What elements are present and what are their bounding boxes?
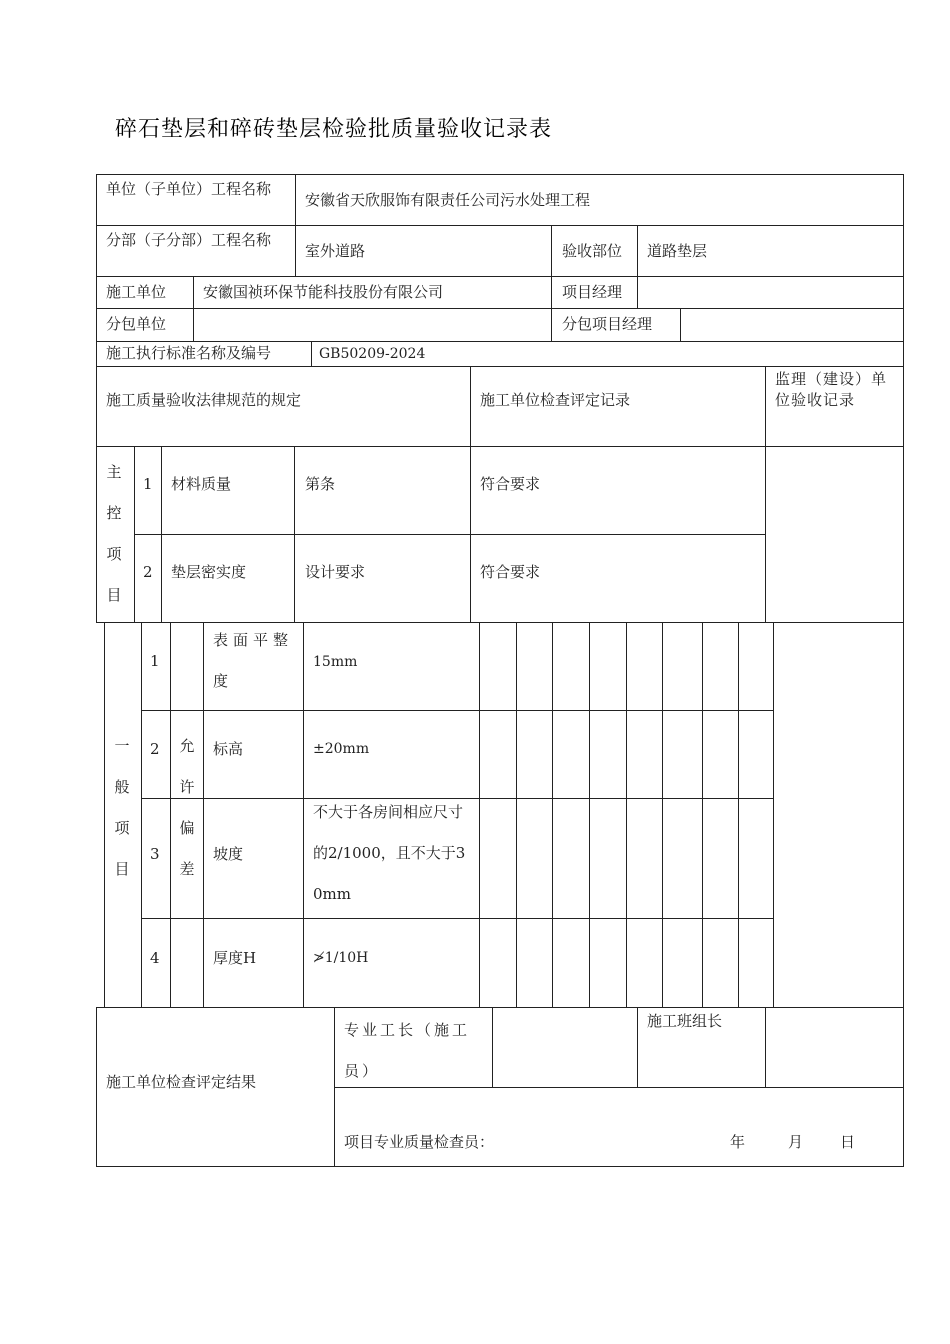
table-border	[765, 366, 766, 622]
table-border	[104, 622, 105, 1007]
table-border	[141, 710, 774, 711]
table-border	[170, 622, 171, 1007]
team-leader-label: 施工班组长	[647, 1012, 723, 1030]
table-border	[903, 1007, 904, 1166]
sub-project-value: 室外道路	[305, 242, 366, 260]
general-item-name: 表面平整度	[213, 631, 294, 690]
main-item-no: 2	[143, 563, 153, 581]
inspector-label: 项目专业质量检查员：	[344, 1133, 495, 1151]
table-border	[141, 918, 774, 919]
date-day-label: 日	[840, 1133, 856, 1151]
general-item-spec: ≯1/10H	[313, 950, 369, 966]
table-border	[702, 622, 703, 1007]
main-item-no: 1	[143, 475, 153, 493]
general-item-name: 厚度H	[213, 949, 257, 967]
sub-project-label: 分部（子分部）工程名称	[106, 231, 272, 249]
supervision-column-header: 监理（建设）单位验收记录	[775, 370, 888, 409]
date-year-label: 年	[730, 1133, 746, 1151]
table-border	[96, 341, 904, 342]
foreman-label: 专业工长（施工员）	[344, 1021, 471, 1080]
main-item-result: 符合要求	[480, 475, 541, 493]
table-border	[96, 174, 904, 175]
table-border	[96, 174, 97, 622]
general-item-name: 标高	[213, 740, 244, 758]
table-border	[680, 308, 681, 341]
table-border	[96, 366, 904, 367]
table-border	[311, 341, 312, 366]
table-border	[295, 174, 296, 276]
table-border	[141, 622, 142, 1007]
table-border	[294, 446, 295, 622]
table-border	[552, 622, 553, 1007]
table-border	[903, 174, 904, 622]
general-item-spec: ±20mm	[313, 741, 370, 757]
date-month-label: 月	[788, 1133, 804, 1151]
table-border	[516, 622, 517, 1007]
main-item-spec: 第条	[305, 475, 336, 493]
general-item-spec: 15mm	[313, 654, 358, 670]
general-item-no: 4	[150, 949, 160, 967]
deviation-label: 允许偏差	[179, 737, 195, 878]
general-item-no: 2	[150, 740, 160, 758]
general-item-spec: 不大于各房间相应尺寸的2/1000，且不大于30mm	[313, 803, 466, 903]
main-item-name: 垫层密实度	[171, 563, 247, 581]
table-border	[551, 225, 552, 341]
unit-project-label: 单位（子单位）工程名称	[106, 180, 272, 198]
unit-project-value: 安徽省天欣服饰有限责任公司污水处理工程	[305, 191, 591, 209]
check-record-column-header: 施工单位检查评定记录	[480, 391, 631, 409]
general-item-no: 1	[150, 652, 160, 670]
table-border	[637, 1007, 638, 1087]
table-border	[662, 622, 663, 1007]
table-border	[96, 1007, 904, 1008]
general-items-group-label: 一般项目	[114, 737, 130, 878]
table-border	[492, 1007, 493, 1087]
table-border	[479, 622, 480, 1007]
acceptance-part-value: 道路垫层	[647, 242, 708, 260]
table-border	[738, 622, 739, 1007]
main-item-result: 符合要求	[480, 563, 541, 581]
table-border	[203, 622, 204, 1007]
main-item-spec: 设计要求	[305, 563, 366, 581]
page-title: 碎石垫层和碎砖垫层检验批质量验收记录表	[115, 117, 553, 142]
table-border	[96, 276, 904, 277]
table-border	[134, 534, 766, 535]
general-item-name: 坡度	[213, 845, 244, 863]
standard-value: GB50209-2024	[319, 346, 426, 362]
acceptance-part-label: 验收部位	[562, 242, 623, 260]
table-border	[96, 225, 904, 226]
table-border	[637, 225, 638, 308]
table-border	[96, 446, 904, 447]
table-border	[773, 622, 774, 1007]
construction-unit-label: 施工单位	[106, 283, 167, 301]
table-border	[96, 1007, 97, 1166]
table-border	[193, 276, 194, 341]
sub-manager-label: 分包项目经理	[562, 315, 653, 333]
table-border	[161, 446, 162, 622]
standard-label: 施工执行标准名称及编号	[106, 344, 272, 362]
result-label: 施工单位检查评定结果	[106, 1073, 257, 1091]
general-item-no: 3	[150, 845, 160, 863]
table-border	[134, 446, 135, 622]
main-items-group-label: 主控项目	[106, 463, 122, 604]
table-border	[765, 1007, 766, 1087]
spec-column-header: 施工质量验收法律规范的规定	[106, 391, 302, 409]
construction-unit-value: 安徽国祯环保节能科技股份有限公司	[203, 283, 444, 301]
main-item-name: 材料质量	[171, 475, 232, 493]
table-border	[303, 622, 304, 1007]
table-border	[903, 622, 904, 1007]
table-border	[589, 622, 590, 1007]
table-border	[470, 366, 471, 622]
table-border	[96, 1166, 904, 1167]
table-border	[334, 1007, 335, 1166]
subcontractor-label: 分包单位	[106, 315, 167, 333]
table-border	[96, 308, 904, 309]
table-border	[626, 622, 627, 1007]
project-manager-label: 项目经理	[562, 283, 623, 301]
